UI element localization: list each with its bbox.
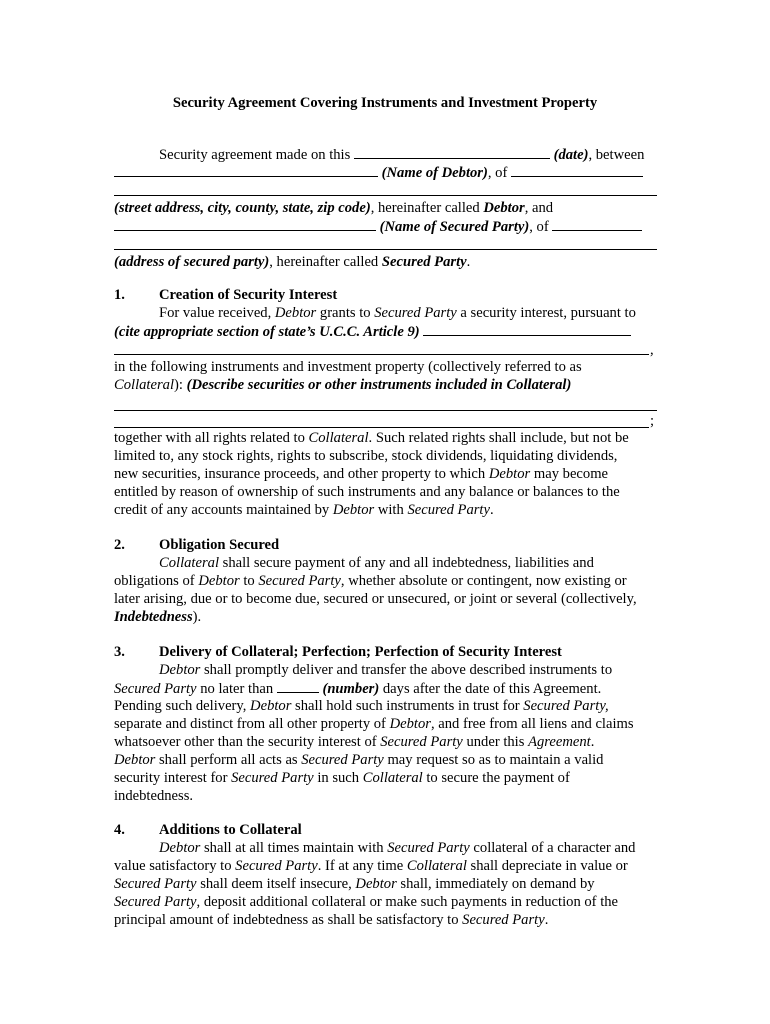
section-1-rights: together with all rights related to Collateral. Such related rights shall include, but not be limited to, any stock rights, rights to subscribe, stock dividends, liquidating dividends, new securities, insurance proceeds, and other property to which Debtor may become entitled by reason of ownership of such instruments and any balance or balances to the credit of any accounts maintained by Debtor with Secured Party. — [114, 430, 629, 518]
intro-line-1: Security agreement made on this (date), between — [159, 147, 645, 163]
section-1-heading: 1. Creation of Security Interest — [114, 287, 338, 303]
debtor-address-blank[interactable] — [114, 195, 657, 196]
intro-line-3: (street address, city, county, state, zip code), hereinafter called Debtor, and — [114, 200, 554, 216]
document-title: Security Agreement Covering Instruments and Investment Property — [172, 95, 598, 111]
number-days-blank[interactable] — [277, 679, 319, 693]
intro-line-5: (address of secured party), hereinafter called Secured Party. — [114, 254, 471, 270]
date-blank[interactable] — [354, 145, 550, 159]
debtor-name-blank[interactable] — [114, 163, 378, 177]
section-2-body: Collateral shall secure payment of any and all indebtedness, liabilities and obligations of Debtor to Secured Party, whether absolute or contingent, now existing or later arising, due or to become due, secured or unsecured, or joint or several (collectively, Indebtedness). — [114, 555, 637, 625]
debtor-of-blank[interactable] — [511, 163, 643, 177]
section-4-body: Debtor shall at all times maintain with Secured Party collateral of a character and value satisfactory to Secured Party. If at any time Collateral shall depreciate in value or Secured Party shall deem itself insecure, Debtor shall, immediately on demand by Secured Party, deposit additional collateral or make such payments in reduction of the principal amount of indebtedness as shall be satisfactory to Secured Party. — [114, 840, 636, 928]
document-page: Security Agreement Covering Instruments and Investment Property Security agreement made on this (date), between (Name of Debtor), of (street address, city, county, state, zip code), hereinafter called Debtor, and (Name of Secured Party), of (address of secured party), hereinafter called Secured Party. 1. Creation of Security Interest For value received, Debtor grants to Secured Party a security interest, pursuant to (cite appropriate section of state’s U.C.C. Article 9) , in the following instruments and investment property (collectively referred to as Collateral): (Describe securities or other instruments included in Collateral) ; together with all rights related to Collateral. Such related rights shall include, but not be limited to, any stock rights, rights to subscribe, stock dividends, liquidating dividends, new securities, insurance proceeds, and other property to which Debtor may become entitled by reason of ownership of such instruments and any balance or balances to the credit of any accounts maintained by Debtor with Secured Party. 2. Obligation Secured Collateral shall secure payment of any and all indebtedness, liabilities and obligations of Debtor to Secured Party, whether absolute or contingent, now existing or later arising, due or to become due, secured or unsecured, or joint or several (collectively, Indebtedness). 3. Delivery of Collateral; Perfection; Perfection of Security Interest Debtor shall promptly deliver and transfer the above described instruments to Secured Party no later than (number) days after the date of this Agreement. Pending such delivery, Debtor shall hold such instruments in trust for Secured Party, separate and distinct from all other property of Debtor, and free from all liens and claims whatsoever other than the security interest of Secured Party under this Agreement. Debtor shall perform all acts as Secured Party may request so as to maintain a valid security interest for Secured Party in such Collateral to secure the payment of indebtedness. 4. Additions to Collateral Debtor shall at all times maintain with Secured Party collateral of a character and value satisfactory to Secured Party. If at any time Collateral shall depreciate in value or Secured Party shall deem itself insecure, Debtor shall, immediately on demand by Secured Party, deposit additional collateral or make such payments in reduction of the principal amount of indebtedness as shall be satisfactory to Secured Party. — [0, 0, 770, 1024]
collateral-description-blank-2[interactable] — [114, 427, 649, 428]
intro-line-2: (Name of Debtor), of — [114, 163, 659, 181]
cite-blank[interactable] — [423, 322, 631, 336]
section-3-heading: 3. Delivery of Collateral; Perfection; Perfection of Security Interest — [114, 644, 562, 660]
cite-continuation-blank[interactable] — [114, 354, 649, 355]
intro-line-4: (Name of Secured Party), of — [114, 217, 659, 235]
section-3-body: Debtor shall promptly deliver and transfer the above described instruments to Secured Party no later than (number) days after the date of this Agreement. Pending such delivery, Debtor shall hold such instruments in trust for Secured Party, separate and distinct from all other property of Debtor, and free from all liens and claims whatsoever other than the security interest of Secured Party under this Agreement. Debtor shall perform all acts as Secured Party may request so as to maintain a valid security interest for Secured Party in such Collateral to secure the payment of indebtedness. — [114, 662, 634, 804]
secured-of-blank[interactable] — [552, 217, 642, 231]
secured-name-blank[interactable] — [114, 217, 376, 231]
section-1-body: For value received, Debtor grants to Secured Party a security interest, pursuant to (cite appropriate section of state’s U.C.C. Article 9) — [114, 305, 636, 340]
intro-paragraph — [114, 145, 659, 181]
section-4-heading: 4. Additions to Collateral — [114, 822, 302, 838]
section-2-heading: 2. Obligation Secured — [114, 537, 280, 553]
secured-address-blank[interactable] — [114, 249, 657, 250]
collateral-description-blank-1[interactable] — [114, 410, 657, 411]
